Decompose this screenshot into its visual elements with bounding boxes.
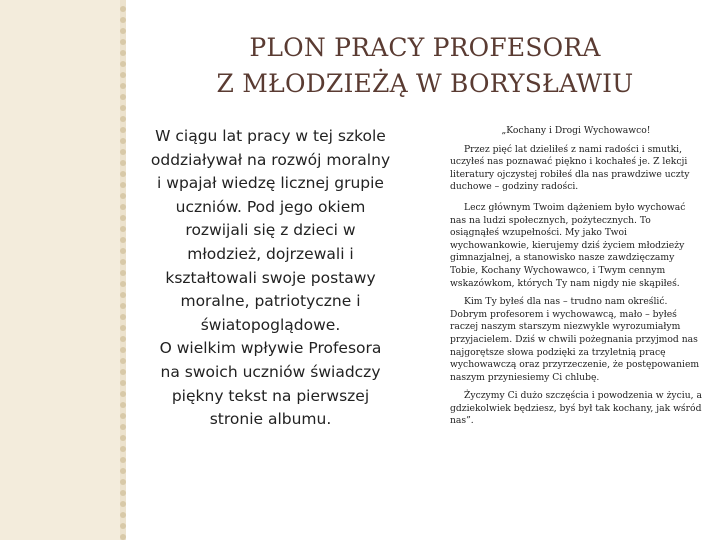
decorative-dot	[120, 138, 126, 144]
quote-greeting: „Kochany i Drogi Wychowawco!	[501, 125, 651, 136]
decorative-dot	[120, 226, 126, 232]
decorative-dot	[120, 193, 126, 199]
quote-paragraph-3: Kim Ty byłeś dla nas – trudno nam określić. Dobrym profesorem i wychowawcą, mało – byłeś raczej naszym starszym niezwykle wyrozumiałym przyjacielem. Dziś w chwili pożegnania przyjmod nas najgorętsze słowa podzięki za trzyletnią pracę wychowawczą oraz przyrzeczenie, że postępowaniem naszym przyniesiemy Ci chlubę.	[450, 296, 700, 383]
decorative-dot	[120, 39, 126, 45]
decorative-dot	[120, 523, 126, 529]
decorative-dot	[120, 6, 126, 12]
decorative-dot	[120, 281, 126, 287]
decorative-dot	[120, 17, 126, 23]
decorative-side-band	[0, 0, 120, 540]
decorative-dot	[120, 512, 126, 518]
decorative-dot	[120, 149, 126, 155]
decorative-dot	[120, 204, 126, 210]
decorative-dot	[120, 28, 126, 34]
decorative-dot	[120, 435, 126, 441]
decorative-dot	[120, 171, 126, 177]
decorative-dot	[120, 413, 126, 419]
slide-title	[135, 30, 715, 102]
decorative-dot	[120, 314, 126, 320]
decorative-dot	[120, 105, 126, 111]
album-quote-column	[450, 125, 702, 436]
decorative-dot	[120, 402, 126, 408]
decorative-dot	[120, 94, 126, 100]
decorative-dot	[120, 72, 126, 78]
decorative-dot	[120, 391, 126, 397]
decorative-dot	[120, 83, 126, 89]
decorative-dot	[120, 358, 126, 364]
decorative-dot-column	[118, 0, 128, 540]
left-paragraph-1: W ciągu lat pracy w tej szkole oddziaływał na rozwój moralny i wpajał wiedzę licznej grupie uczniów. Pod jego okiem rozwijali się z dzieci w młodzież, dojrzewali i kształtowali swoje postawy moralne, patriotyczne i światopoglądowe.	[150, 127, 391, 334]
decorative-dot	[120, 270, 126, 276]
decorative-dot	[120, 501, 126, 507]
decorative-dot	[120, 50, 126, 56]
quote-paragraph-1: Przez pięć lat dzieliłeś z nami radości i smutki, uczyłeś nas poznawać piękno i kochałeś je. Z lekcji literatury ojczystej robiłeś dla nas prawdziwe uczty duchowe – godziny radości.	[450, 143, 690, 193]
decorative-dot	[120, 237, 126, 243]
decorative-dot	[120, 248, 126, 254]
decorative-dot	[120, 116, 126, 122]
decorative-dot	[120, 336, 126, 342]
decorative-dot	[120, 347, 126, 353]
decorative-dot	[120, 182, 126, 188]
decorative-dot	[120, 215, 126, 221]
decorative-dot	[120, 380, 126, 386]
decorative-dot	[120, 424, 126, 430]
decorative-dot	[120, 369, 126, 375]
decorative-dot	[120, 127, 126, 133]
decorative-dot	[120, 468, 126, 474]
decorative-dot	[120, 160, 126, 166]
decorative-dot	[120, 61, 126, 67]
decorative-dot	[120, 446, 126, 452]
decorative-dot	[120, 457, 126, 463]
decorative-dot	[120, 292, 126, 298]
quote-paragraph-2: Lecz głównym Twoim dążeniem było wychować nas na ludzi społecznych, pożytecznych. To osiągnąłeś wzupełności. My jako Twoi wychowankowie, kierujemy dziś życiem młodzieży gimnazjalnej, a stanowisko nasze zawdzięczamy Tobie, Kochany Wychowawco, i Twym cennym wskazówkom, których Ty nam nigdy nie skąpiłeś.	[450, 201, 686, 289]
slide-title-line-2: Z MŁODZIEŻĄ W BORYSŁAWIU	[216, 69, 634, 98]
quote-paragraph-4: Życzymy Ci dużo szczęścia i powodzenia w życiu, a gdziekolwiek będziesz, byś był tak kochany, jak wśród nas”.	[450, 390, 702, 427]
decorative-dot	[120, 490, 126, 496]
decorative-dot	[120, 259, 126, 265]
decorative-dot	[120, 479, 126, 485]
decorative-dot	[120, 303, 126, 309]
slide-title-line-1: PLON PRACY PROFESORA	[249, 33, 601, 62]
left-text-column	[148, 125, 393, 432]
left-paragraph-2: O wielkim wpływie Profesora na swoich uczniów świadczy piękny tekst na pierwszej stronie albumu.	[159, 339, 382, 429]
decorative-dot	[120, 325, 126, 331]
decorative-dot	[120, 534, 126, 540]
